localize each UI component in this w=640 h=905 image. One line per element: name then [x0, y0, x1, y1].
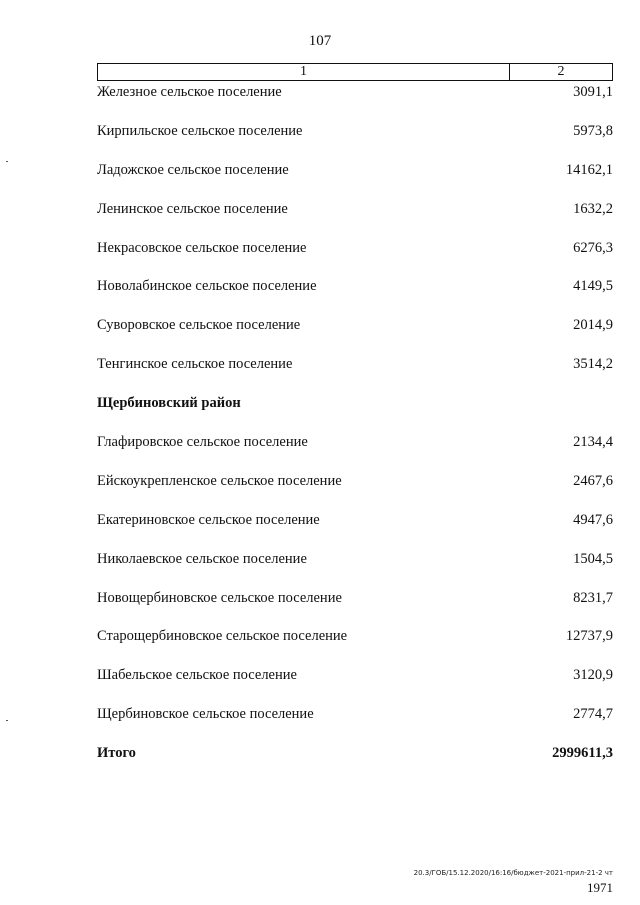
- page-number: 107: [308, 33, 332, 49]
- row-value: 3514,2: [573, 356, 613, 373]
- row-name: Старощербиновское сельское поселение: [97, 628, 348, 645]
- table-row: [97, 588, 613, 627]
- table-row: [97, 160, 613, 199]
- scan-mark: [6, 161, 8, 162]
- table-row: [97, 549, 613, 588]
- row-value: 2774,7: [573, 706, 613, 723]
- row-name: Новолабинское сельское поселение: [97, 278, 317, 295]
- row-value: 2999611,3: [552, 745, 613, 762]
- row-name: Суворовское сельское поселение: [97, 317, 301, 334]
- row-name: Шабельское сельское поселение: [97, 667, 297, 684]
- row-name: Ленинское сельское поселение: [97, 200, 288, 217]
- row-value: 2014,9: [573, 317, 613, 334]
- row-value: 4149,5: [573, 278, 613, 295]
- row-name: Тенгинское сельское поселение: [97, 356, 293, 373]
- header-col-2: 2: [557, 64, 565, 79]
- row-value: 4947,6: [573, 511, 613, 528]
- row-name: Железное сельское поселение: [97, 84, 282, 100]
- table-row: [97, 510, 613, 549]
- table-row: [97, 471, 613, 510]
- row-name: Ладожское сельское поселение: [97, 161, 289, 178]
- row-name: Николаевское сельское поселение: [97, 550, 307, 567]
- table-row: [97, 276, 613, 315]
- row-value: 8231,7: [573, 589, 613, 606]
- table-row: [97, 743, 613, 782]
- row-name: Щербиновский район: [97, 395, 241, 412]
- row-value: 2467,6: [573, 472, 613, 489]
- table-row: [97, 354, 613, 393]
- table-row: [97, 626, 613, 665]
- document-code: 20.3/ГОБ/15.12.2020/16:16/бюджет-2021-прил-21-2 чт: [413, 869, 613, 877]
- header-col-1: 1: [98, 64, 510, 80]
- row-name: Итого: [97, 745, 136, 762]
- row-name: Кирпильское сельское поселение: [97, 122, 303, 139]
- table-row: [97, 121, 613, 160]
- row-value: 1504,5: [573, 550, 613, 567]
- table-body: [97, 82, 613, 782]
- table-row: [97, 665, 613, 704]
- table-row: [97, 82, 613, 121]
- row-value: 14162,1: [565, 161, 613, 178]
- row-value: 3091,1: [573, 84, 613, 100]
- row-value: 6276,3: [573, 239, 613, 256]
- row-value: 3120,9: [573, 667, 613, 684]
- table-header: [97, 63, 613, 81]
- scan-mark: [6, 720, 8, 721]
- table-row: [97, 238, 613, 277]
- table-row: [97, 432, 613, 471]
- row-name: Екатериновское сельское поселение: [97, 511, 320, 528]
- row-value: 12737,9: [565, 628, 613, 645]
- table-row: [97, 704, 613, 743]
- row-value: 1632,2: [573, 200, 613, 217]
- row-name: Новощербиновское сельское поселение: [97, 589, 342, 606]
- row-value: 5973,8: [573, 122, 613, 139]
- row-value: 2134,4: [573, 434, 613, 451]
- table-row: [97, 315, 613, 354]
- row-name: Щербиновское сельское поселение: [97, 706, 314, 723]
- footer-page-number: 1971: [587, 880, 613, 895]
- row-name: Глафировское сельское поселение: [97, 434, 308, 451]
- table-row: [97, 393, 613, 432]
- table-row: [97, 199, 613, 238]
- row-name: Некрасовское сельское поселение: [97, 239, 307, 256]
- row-name: Ейскоукрепленское сельское поселение: [97, 472, 342, 489]
